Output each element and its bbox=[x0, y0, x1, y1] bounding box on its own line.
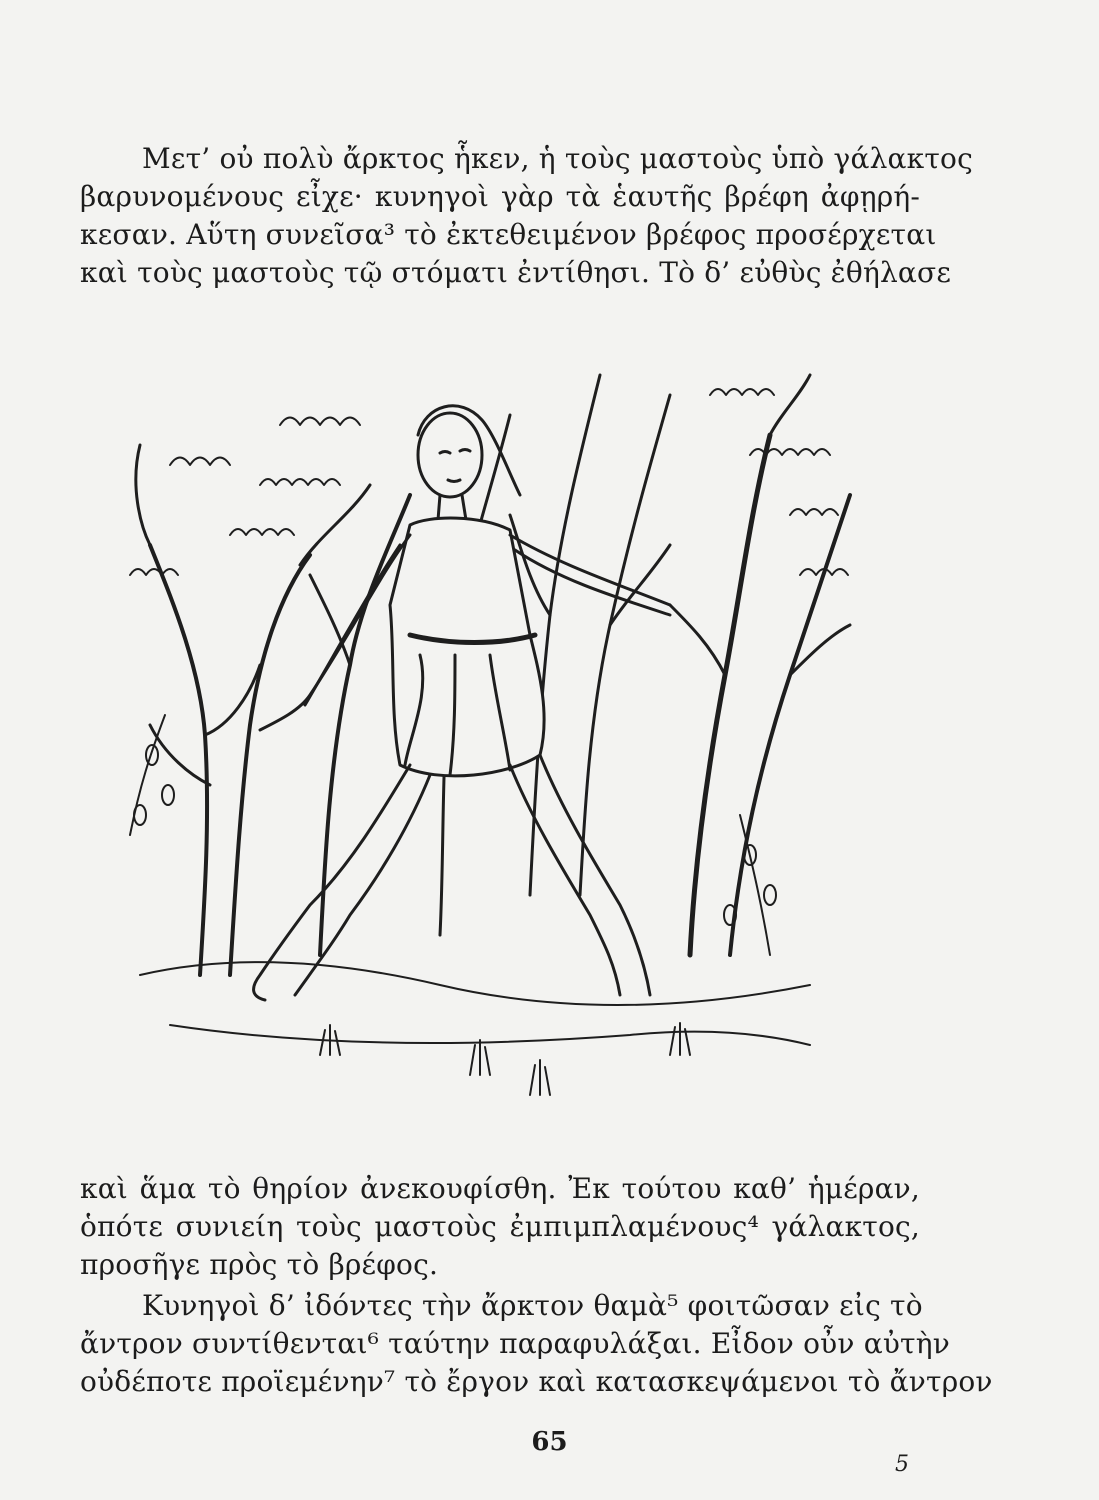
text-line: ἄντρον συντίθενται⁶ ταύτην παραφυλάξαι. Εἶδον οὖν αὐτὴν bbox=[80, 1327, 950, 1360]
tree-left bbox=[130, 418, 370, 976]
text-line: βαρυνομένους εἶχε· κυνηγοὶ γὰρ τὰ ἑαυτῆς βρέφη ἀφῃρή- bbox=[80, 180, 920, 213]
paragraph-continuation bbox=[80, 1170, 920, 1284]
text-line: Μετ’ οὐ πολὺ ἄρκτος ἧκεν, ἡ τοὺς μαστοὺς ὑπὸ γάλακτος bbox=[142, 142, 973, 175]
figure-woman bbox=[254, 406, 670, 1000]
tree-right bbox=[670, 375, 850, 955]
text-line: Κυνηγοὶ δ’ ἰδόντες τὴν ἄρκτον θαμὰ⁵ φοιτῶσαν εἰς τὸ bbox=[142, 1289, 923, 1322]
text-line: ὁπότε συνιείη τοὺς μαστοὺς ἐμπιμπλαμένους⁴ γάλακτος, bbox=[80, 1210, 920, 1243]
illustration-woodcut bbox=[110, 335, 880, 1135]
text-line: οὐδέποτε προϊεμένην⁷ τὸ ἔργον καὶ κατασκεψάμενοι τὸ ἄντρον bbox=[80, 1365, 993, 1398]
page-number: 65 bbox=[531, 1427, 568, 1457]
text-line: κεσαν. Αὕτη συνεῖσα³ τὸ ἐκτεθειμένον βρέφος προσέρχεται bbox=[80, 218, 937, 251]
text-line: προσῆγε πρὸς τὸ βρέφος. bbox=[80, 1248, 439, 1281]
paragraph-top bbox=[80, 140, 973, 292]
signature-mark: 5 bbox=[895, 1452, 909, 1477]
text-line: καὶ τοὺς μαστοὺς τῷ στόματι ἐντίθησι. Τὸ δ’ εὐθὺς ἐθήλασε bbox=[80, 256, 952, 289]
paragraph-next bbox=[80, 1287, 993, 1401]
text-line: καὶ ἅμα τὸ θηρίον ἀνεκουφίσθη. Ἐκ τούτου καθ’ ἡμέραν, bbox=[80, 1172, 920, 1205]
